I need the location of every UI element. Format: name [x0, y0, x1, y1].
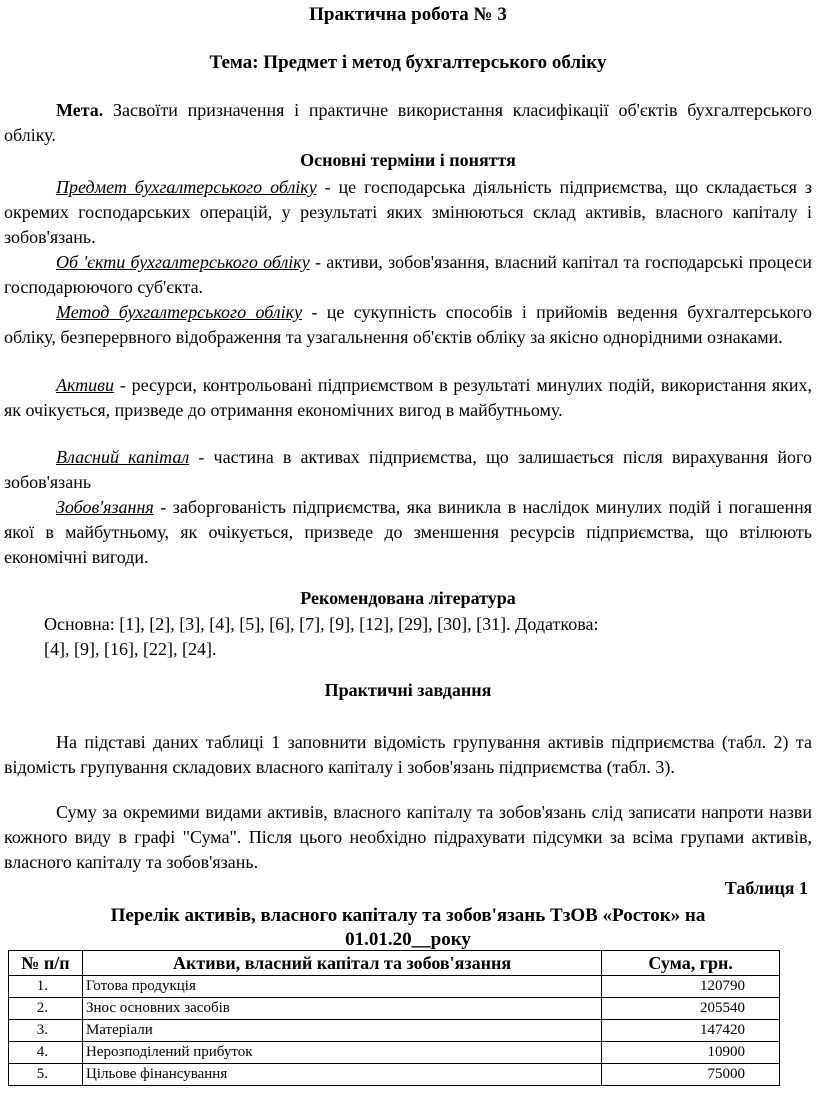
term-name: Активи — [56, 375, 114, 395]
row-sum: 205540 — [602, 998, 780, 1020]
term-definition: - активи, зобов'язання, власний капітал та господарські процеси господарюючого суб'єкта. — [4, 252, 812, 297]
literature-extra: [4], [9], [16], [22], [24]. — [44, 639, 217, 659]
goal-text: Засвоїти призначення і практичне використання класифікації об'єктів бухгалтерського обліку. — [4, 100, 812, 145]
row-number: 3. — [9, 1020, 83, 1042]
assets-table — [8, 950, 780, 1086]
term-name: Зобов'язання — [56, 497, 154, 517]
topic-title: Тема: Предмет і метод бухгалтерського обліку — [209, 52, 607, 73]
term-name: Об 'єкти бухгалтерського обліку — [56, 252, 310, 272]
row-sum: 10900 — [602, 1042, 780, 1064]
row-name: Готова продукція — [82, 976, 601, 998]
row-name: Матеріали — [82, 1020, 601, 1042]
header-name: Активи, власний капітал та зобов'язання — [82, 951, 601, 976]
task-text: На підставі даних таблиці 1 заповнити відомість групування активів підприємства (табл. 2) та відомість групування складових власного капіталу і зобов'язань підприємства (табл. 3). — [4, 732, 812, 777]
term-paragraph — [4, 250, 812, 300]
term-definition: - це господарська діяльність підприємства, що складається з окремих господарських операцій, у результаті яких змінюються склад активів, власного капіталу і зобов'язань. — [4, 177, 812, 247]
table-row — [9, 1020, 780, 1042]
table-row — [9, 1042, 780, 1064]
row-number: 1. — [9, 976, 83, 998]
task-paragraph-2 — [4, 800, 812, 875]
term-definition: - частина в активах підприємства, що залишається після вирахування його зобов'язань — [4, 447, 812, 492]
row-name: Нерозподілений прибуток — [82, 1042, 601, 1064]
row-number: 4. — [9, 1042, 83, 1064]
tasks-heading: Практичні завдання — [324, 680, 492, 700]
table-title: Перелік активів, власного капіталу та зобов'язань ТзОВ «Росток» на — [110, 905, 706, 926]
term-name: Власний капітал — [56, 447, 190, 467]
page-title: Практична робота № 3 — [309, 4, 507, 25]
term-definition: - це сукупність способів і прийомів ведення бухгалтерського обліку, безперервного відображення та узагальнення об'єктів обліку за якісно однорідними ознаками. — [4, 302, 813, 347]
term-definition: - ресурси, контрольовані підприємством в результаті минулих подій, використання яких, як очікується, призведе до отримання економічних вигод в майбутньому. — [4, 375, 812, 420]
task-paragraph-1 — [4, 730, 812, 780]
table-row — [9, 976, 780, 998]
term-name: Предмет бухгалтерського обліку — [56, 177, 317, 197]
header-number: № п/п — [9, 951, 83, 976]
row-name: Цільове фінансування — [82, 1064, 601, 1086]
table-number: Таблиця 1 — [724, 878, 808, 898]
term-paragraph — [4, 373, 812, 423]
row-name: Знос основних засобів — [82, 998, 601, 1020]
term-definition: - заборгованість підприємства, яка виникла в наслідок минулих подій і погашення якої в майбутньому, як очікується, призведе до зменшення ресурсів підприємства, що втілюють економічні вигоди. — [4, 497, 812, 567]
literature-main: Основна: [1], [2], [3], [4], [5], [6], [7], [9], [12], [29], [30], [31]. Додаткова: — [44, 614, 599, 634]
task-text: Суму за окремими видами активів, власного капіталу та зобов'язань слід записати напроти назви кожного виду в графі "Сума". Після цього необхідно підрахувати підсумки за всіма групами активів, власного капіталу та зобов'язань. — [4, 802, 812, 872]
terms-heading: Основні терміни і поняття — [300, 150, 516, 170]
table-header-row — [9, 951, 780, 976]
row-sum: 120790 — [602, 976, 780, 998]
goal-label: Мета. — [56, 100, 104, 120]
term-paragraph — [4, 300, 812, 350]
literature-heading: Рекомендована література — [300, 588, 516, 608]
row-sum: 147420 — [602, 1020, 780, 1042]
row-number: 5. — [9, 1064, 83, 1086]
term-paragraph — [4, 175, 812, 250]
table-title-date: 01.01.20__року — [345, 929, 471, 950]
term-name: Метод бухгалтерського обліку — [56, 302, 303, 322]
row-sum: 75000 — [602, 1064, 780, 1086]
row-number: 2. — [9, 998, 83, 1020]
goal-paragraph — [4, 98, 812, 148]
table-row — [9, 998, 780, 1020]
term-paragraph — [4, 445, 812, 495]
table-row — [9, 1064, 780, 1086]
term-paragraph — [4, 495, 812, 570]
header-sum: Сума, грн. — [602, 951, 780, 976]
